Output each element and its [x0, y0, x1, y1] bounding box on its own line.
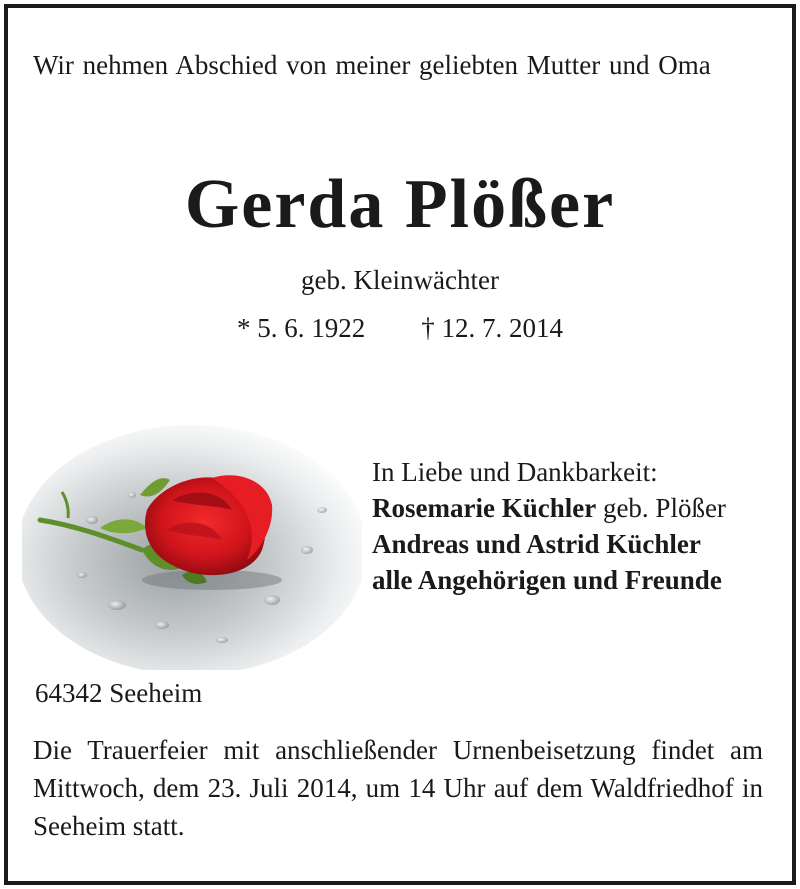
mourners-block — [372, 454, 772, 598]
place-text: 64342 Seeheim — [35, 678, 203, 708]
birth-date: * 5. 6. 1922 — [237, 313, 366, 343]
mourner-line-3 — [372, 562, 772, 598]
death-date: † 12. 7. 2014 — [421, 313, 563, 343]
mourner-line-2 — [372, 526, 772, 562]
intro-text: Wir nehmen Abschied von meiner geliebten Mutter und Oma — [33, 50, 711, 80]
mourner-name-3: alle Angehörigen und Freunde — [372, 565, 722, 595]
mourner-name-1: Rosemarie Küchler — [372, 493, 597, 523]
mourners-heading: In Liebe und Dankbarkeit: — [372, 457, 658, 487]
mourner-maiden-1: geb. Plößer — [602, 493, 726, 523]
deceased-name: Gerda Plößer — [184, 166, 616, 243]
red-rose-image — [22, 400, 362, 670]
maiden-name: geb. Kleinwächter — [301, 265, 499, 295]
mourner-line-1 — [372, 490, 772, 526]
life-dates — [0, 310, 800, 346]
ceremony-text: Die Trauerfeier mit anschließender Urnenbeisetzung findet am Mittwoch, dem 23. Juli 2014, um 14 Uhr auf dem Waldfriedhof in Seeheim statt. — [33, 735, 763, 841]
mourner-name-2: Andreas und Astrid Küchler — [372, 529, 701, 559]
